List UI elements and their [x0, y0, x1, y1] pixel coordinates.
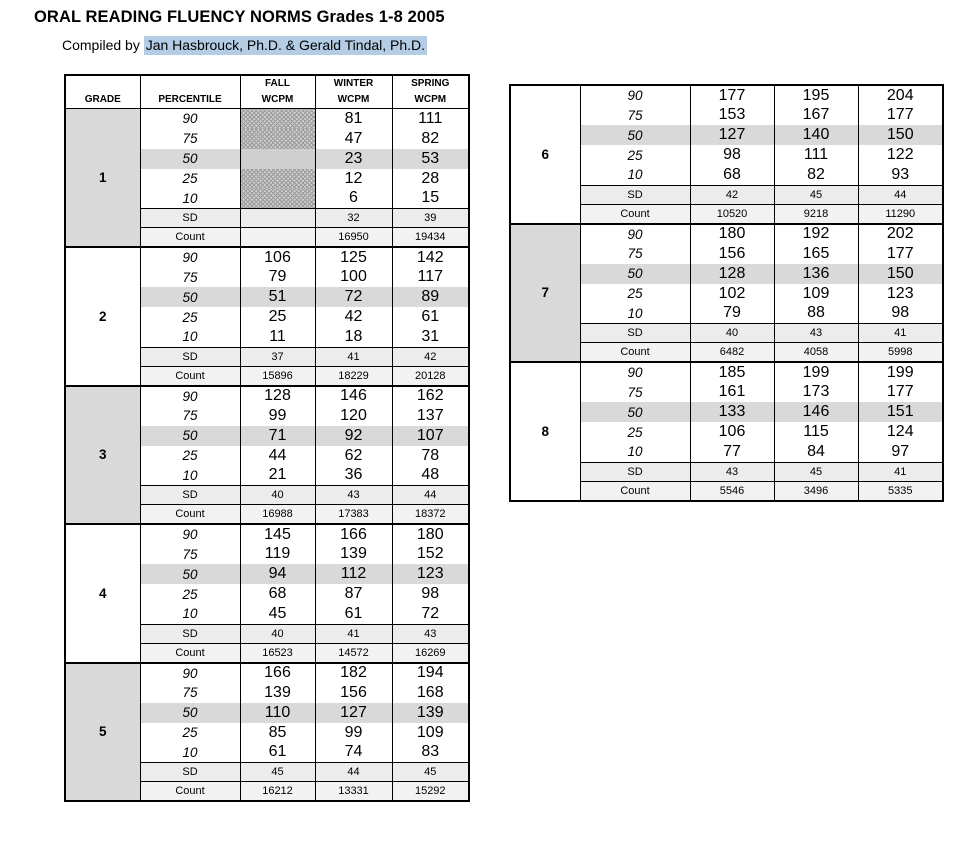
count-value: 16523 — [240, 643, 315, 663]
no-data-cell — [240, 209, 315, 228]
wcpm-value: 177 — [886, 106, 914, 123]
count-value: 5335 — [858, 481, 943, 501]
wcpm-value: 111 — [774, 145, 858, 165]
wcpm-value: 180 — [690, 224, 774, 244]
percentile-label: 90 — [580, 362, 690, 382]
count-label: Count — [140, 366, 240, 386]
sd-label: SD — [140, 486, 240, 505]
percentile-label: 75 — [580, 105, 690, 125]
sd-value: 44 — [315, 763, 392, 782]
wcpm-value: 72 — [315, 287, 392, 307]
wcpm-value: 18 — [315, 327, 392, 347]
percentile-label: 10 — [140, 327, 240, 347]
percentile-label: 10 — [140, 189, 240, 209]
wcpm-value: 78 — [421, 446, 440, 464]
wcpm-value: 137 — [416, 406, 444, 424]
wcpm-value: 93 — [891, 165, 910, 183]
sd-label: SD — [140, 624, 240, 643]
percentile-row — [510, 362, 943, 382]
sd-value: 42 — [690, 185, 774, 204]
wcpm-value: 145 — [240, 524, 315, 544]
percentile-label: 50 — [580, 264, 690, 284]
sd-label: SD — [580, 462, 690, 481]
sd-value: 44 — [858, 185, 943, 204]
wcpm-value: 136 — [774, 264, 858, 284]
wcpm-value: 107 — [392, 426, 469, 446]
percentile-label: 25 — [580, 422, 690, 442]
wcpm-value: 140 — [774, 125, 858, 145]
wcpm-value: 199 — [886, 363, 914, 381]
count-value: 17383 — [315, 505, 392, 525]
sd-value: 41 — [315, 347, 392, 366]
count-label: Count — [580, 343, 690, 363]
header-season-fall: FALL — [240, 75, 315, 92]
wcpm-value: 128 — [690, 264, 774, 284]
count-label: Count — [140, 228, 240, 248]
percentile-row — [65, 247, 469, 267]
wcpm-value: 150 — [858, 264, 943, 284]
grade-label: 3 — [65, 386, 140, 525]
sd-value: 45 — [240, 763, 315, 782]
grade-label: 5 — [65, 663, 140, 802]
wcpm-value: 115 — [774, 422, 858, 442]
wcpm-value: 166 — [240, 663, 315, 683]
percentile-label: 90 — [580, 224, 690, 244]
wcpm-value: 45 — [240, 604, 315, 624]
count-value: 19434 — [392, 228, 469, 248]
grade-label: 6 — [510, 85, 580, 224]
percentile-row — [510, 85, 943, 105]
header-season-spring: SPRING — [411, 78, 450, 89]
count-value: 13331 — [315, 782, 392, 802]
sd-value: 41 — [858, 324, 943, 343]
sd-label: SD — [580, 185, 690, 204]
norms-table-grades-1-5 — [64, 74, 470, 802]
wcpm-value: 72 — [421, 604, 440, 622]
wcpm-value: 123 — [886, 284, 914, 302]
percentile-label: 90 — [140, 663, 240, 683]
sd-value: 40 — [240, 486, 315, 505]
wcpm-value: 177 — [886, 383, 914, 400]
header-grade-blank — [65, 75, 140, 92]
wcpm-value: 87 — [315, 584, 392, 604]
percentile-label: 10 — [140, 743, 240, 763]
count-value: 10520 — [690, 204, 774, 224]
sd-value: 44 — [392, 486, 469, 505]
wcpm-value: 156 — [315, 683, 392, 703]
header-season-winter: WINTER — [315, 75, 392, 92]
subtitle — [62, 37, 427, 53]
percentile-label: 50 — [140, 564, 240, 584]
wcpm-value: 111 — [418, 109, 443, 127]
wcpm-value: 99 — [240, 406, 315, 426]
no-data-cell — [240, 189, 315, 209]
no-data-cell — [240, 228, 315, 248]
wcpm-value: 98 — [891, 304, 910, 322]
percentile-row — [65, 524, 469, 544]
wcpm-value: 142 — [416, 248, 444, 266]
percentile-label: 25 — [580, 145, 690, 165]
percentile-label: 75 — [580, 382, 690, 402]
percentile-label: 10 — [580, 442, 690, 462]
percentile-label: 25 — [140, 307, 240, 327]
wcpm-value: 82 — [774, 165, 858, 185]
wcpm-value: 112 — [315, 564, 392, 584]
wcpm-value: 125 — [315, 247, 392, 267]
wcpm-value: 42 — [315, 307, 392, 327]
grade-label: 1 — [65, 109, 140, 248]
wcpm-value: 98 — [421, 585, 440, 602]
count-value: 20128 — [392, 366, 469, 386]
wcpm-value: 127 — [315, 703, 392, 723]
wcpm-value: 119 — [240, 544, 315, 564]
wcpm-value: 15 — [421, 189, 440, 207]
count-value: 16269 — [392, 643, 469, 663]
wcpm-value: 195 — [774, 85, 858, 105]
sd-value: 42 — [392, 347, 469, 366]
wcpm-value: 168 — [416, 683, 444, 701]
wcpm-value: 199 — [774, 362, 858, 382]
percentile-row — [510, 224, 943, 244]
percentile-label: 50 — [580, 402, 690, 422]
wcpm-value: 89 — [392, 287, 469, 307]
sd-label: SD — [140, 763, 240, 782]
sd-value: 39 — [392, 209, 469, 228]
count-value: 9218 — [774, 204, 858, 224]
count-label: Count — [580, 204, 690, 224]
wcpm-value: 110 — [240, 703, 315, 723]
header-unit: WCPM — [315, 92, 392, 109]
percentile-label: 90 — [580, 85, 690, 105]
wcpm-value: 53 — [392, 149, 469, 169]
wcpm-value: 204 — [886, 86, 914, 104]
header-percentile: PERCENTILE — [140, 92, 240, 109]
count-value: 5546 — [690, 481, 774, 501]
percentile-label: 10 — [140, 466, 240, 486]
wcpm-value: 25 — [240, 307, 315, 327]
wcpm-value: 106 — [240, 247, 315, 267]
percentile-label: 90 — [140, 524, 240, 544]
wcpm-value: 165 — [774, 244, 858, 264]
wcpm-value: 166 — [315, 524, 392, 544]
percentile-label: 75 — [140, 267, 240, 287]
sd-value: 40 — [240, 624, 315, 643]
wcpm-value: 77 — [690, 442, 774, 462]
wcpm-value: 83 — [421, 743, 440, 761]
wcpm-value: 81 — [315, 109, 392, 129]
count-value: 11290 — [858, 204, 943, 224]
count-label: Count — [580, 481, 690, 501]
count-value: 15292 — [392, 782, 469, 802]
wcpm-value: 102 — [690, 284, 774, 304]
wcpm-value: 61 — [421, 308, 440, 325]
sd-value: 45 — [774, 185, 858, 204]
wcpm-value: 194 — [416, 664, 444, 681]
count-label: Count — [140, 782, 240, 802]
wcpm-value: 146 — [774, 402, 858, 422]
wcpm-value: 182 — [315, 663, 392, 683]
wcpm-value: 177 — [886, 244, 914, 262]
wcpm-value: 23 — [315, 149, 392, 169]
wcpm-value: 94 — [240, 564, 315, 584]
wcpm-value: 100 — [315, 267, 392, 287]
count-value: 18229 — [315, 366, 392, 386]
wcpm-value: 79 — [690, 304, 774, 324]
count-label: Count — [140, 505, 240, 525]
wcpm-value: 162 — [416, 387, 444, 404]
subtitle-prefix: Compiled by — [62, 37, 144, 53]
wcpm-value: 202 — [886, 225, 914, 242]
percentile-row — [65, 386, 469, 406]
header-percentile-blank — [140, 75, 240, 92]
grade-label: 2 — [65, 247, 140, 386]
wcpm-value: 146 — [315, 386, 392, 406]
header-unit: WCPM — [392, 92, 469, 109]
wcpm-value: 84 — [774, 442, 858, 462]
wcpm-value: 12 — [315, 169, 392, 189]
percentile-label: 75 — [140, 406, 240, 426]
no-data-cell — [240, 109, 315, 129]
percentile-label: 90 — [140, 247, 240, 267]
wcpm-value: 152 — [416, 545, 444, 562]
wcpm-value: 180 — [416, 525, 444, 543]
wcpm-value: 74 — [315, 743, 392, 763]
wcpm-value: 99 — [315, 723, 392, 743]
count-value: 16212 — [240, 782, 315, 802]
percentile-label: 75 — [140, 544, 240, 564]
percentile-label: 25 — [140, 723, 240, 743]
wcpm-value: 68 — [240, 584, 315, 604]
wcpm-value: 161 — [690, 382, 774, 402]
no-data-cell — [240, 129, 315, 149]
wcpm-value: 173 — [774, 382, 858, 402]
wcpm-value: 133 — [690, 402, 774, 422]
page-title: ORAL READING FLUENCY NORMS Grades 1-8 2005 — [34, 8, 445, 26]
wcpm-value: 51 — [240, 287, 315, 307]
count-value: 6482 — [690, 343, 774, 363]
percentile-label: 50 — [140, 287, 240, 307]
count-value: 15896 — [240, 366, 315, 386]
wcpm-value: 185 — [690, 362, 774, 382]
percentile-label: 50 — [140, 426, 240, 446]
header-row-labels — [65, 92, 469, 109]
percentile-label: 90 — [140, 386, 240, 406]
count-value: 16988 — [240, 505, 315, 525]
wcpm-value: 11 — [240, 327, 315, 347]
wcpm-value: 139 — [315, 544, 392, 564]
wcpm-value: 153 — [690, 105, 774, 125]
wcpm-value: 47 — [315, 129, 392, 149]
wcpm-value: 106 — [690, 422, 774, 442]
wcpm-value: 127 — [690, 125, 774, 145]
wcpm-value: 68 — [690, 165, 774, 185]
count-value: 5998 — [858, 343, 943, 363]
wcpm-value: 156 — [690, 244, 774, 264]
sd-value: 32 — [315, 209, 392, 228]
count-value: 3496 — [774, 481, 858, 501]
percentile-label: 50 — [140, 703, 240, 723]
count-value: 18372 — [392, 505, 469, 525]
wcpm-value: 128 — [240, 386, 315, 406]
grade-label: 4 — [65, 524, 140, 663]
percentile-label: 25 — [140, 584, 240, 604]
percentile-label: 10 — [140, 604, 240, 624]
percentile-label: 90 — [140, 109, 240, 129]
wcpm-value: 139 — [240, 683, 315, 703]
wcpm-value: 109 — [774, 284, 858, 304]
wcpm-value: 109 — [416, 723, 444, 741]
header-unit: WCPM — [240, 92, 315, 109]
sd-label: SD — [140, 347, 240, 366]
percentile-label: 25 — [140, 169, 240, 189]
percentile-label: 25 — [580, 284, 690, 304]
percentile-row — [65, 109, 469, 129]
sd-value: 37 — [240, 347, 315, 366]
wcpm-value: 82 — [421, 129, 440, 147]
wcpm-value: 85 — [240, 723, 315, 743]
percentile-label: 10 — [580, 165, 690, 185]
header-row-seasons — [65, 75, 469, 92]
percentile-label: 25 — [140, 446, 240, 466]
wcpm-value: 21 — [240, 466, 315, 486]
wcpm-value: 6 — [315, 189, 392, 209]
sd-value: 41 — [315, 624, 392, 643]
wcpm-value: 97 — [891, 442, 910, 460]
wcpm-value: 62 — [315, 446, 392, 466]
sd-value: 41 — [858, 462, 943, 481]
wcpm-value: 48 — [421, 466, 440, 484]
grade-label: 7 — [510, 224, 580, 363]
sd-value: 43 — [690, 462, 774, 481]
sd-label: SD — [580, 324, 690, 343]
count-value: 16950 — [315, 228, 392, 248]
sd-label: SD — [140, 209, 240, 228]
percentile-label: 75 — [140, 129, 240, 149]
no-data-cell — [240, 149, 315, 169]
sd-value: 43 — [774, 324, 858, 343]
sd-value: 43 — [315, 486, 392, 505]
wcpm-value: 117 — [417, 268, 443, 285]
wcpm-value: 123 — [392, 564, 469, 584]
header-grade: GRADE — [65, 92, 140, 109]
percentile-label: 75 — [580, 244, 690, 264]
wcpm-value: 150 — [858, 125, 943, 145]
percentile-label: 10 — [580, 304, 690, 324]
percentile-row — [65, 663, 469, 683]
wcpm-value: 88 — [774, 304, 858, 324]
wcpm-value: 61 — [240, 743, 315, 763]
subtitle-authors: Jan Hasbrouck, Ph.D. & Gerald Tindal, Ph.D. — [145, 37, 426, 53]
percentile-label: 50 — [580, 125, 690, 145]
wcpm-value: 92 — [315, 426, 392, 446]
wcpm-value: 122 — [886, 146, 914, 163]
wcpm-value: 98 — [690, 145, 774, 165]
wcpm-value: 192 — [774, 224, 858, 244]
norms-table-grades-6-8 — [509, 84, 944, 502]
wcpm-value: 124 — [886, 423, 914, 440]
sd-value: 45 — [392, 763, 469, 782]
wcpm-value: 28 — [421, 169, 440, 187]
wcpm-value: 167 — [774, 105, 858, 125]
count-value: 4058 — [774, 343, 858, 363]
wcpm-value: 139 — [392, 703, 469, 723]
percentile-label: 75 — [140, 683, 240, 703]
wcpm-value: 79 — [240, 267, 315, 287]
wcpm-value: 44 — [240, 446, 315, 466]
wcpm-value: 31 — [421, 327, 440, 345]
grade-label: 8 — [510, 362, 580, 501]
wcpm-value: 36 — [315, 466, 392, 486]
sd-value: 45 — [774, 462, 858, 481]
wcpm-value: 151 — [858, 402, 943, 422]
wcpm-value: 177 — [690, 85, 774, 105]
sd-value: 43 — [392, 624, 469, 643]
wcpm-value: 61 — [315, 604, 392, 624]
sd-value: 40 — [690, 324, 774, 343]
count-label: Count — [140, 643, 240, 663]
no-data-cell — [240, 169, 315, 189]
wcpm-value: 71 — [240, 426, 315, 446]
percentile-label: 50 — [140, 149, 240, 169]
count-value: 14572 — [315, 643, 392, 663]
wcpm-value: 120 — [315, 406, 392, 426]
